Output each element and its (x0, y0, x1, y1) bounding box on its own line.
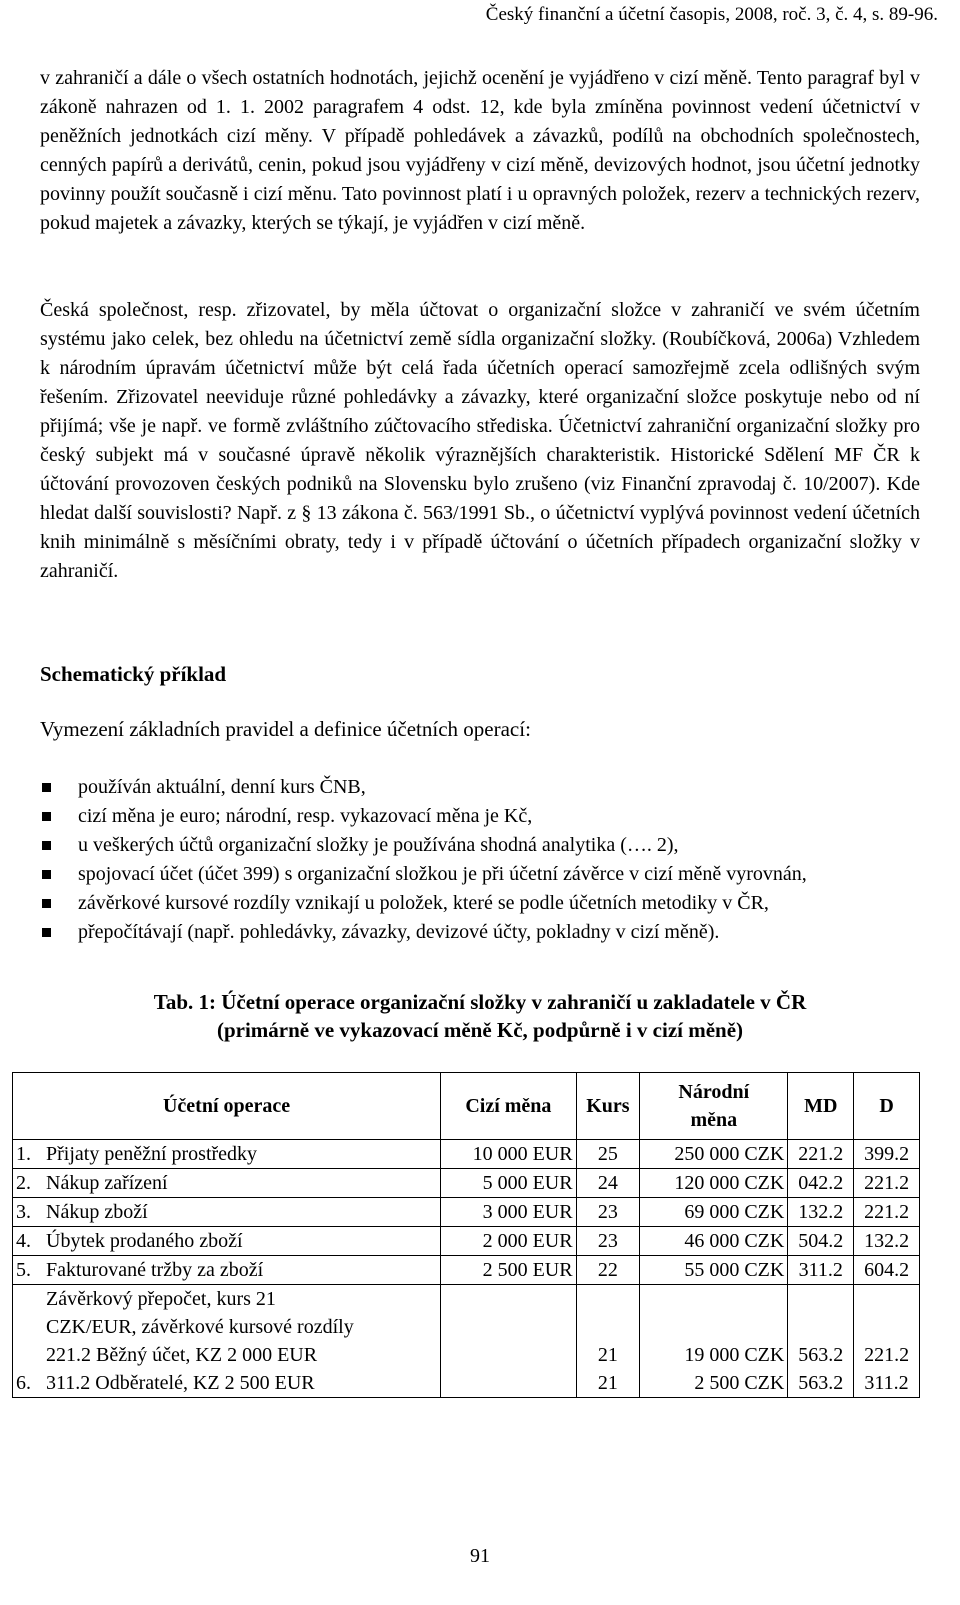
table-row: 5. Fakturované tržby za zboží 2 500 EUR 22 55 000 CZK 311.2 604.2 (13, 1256, 920, 1285)
table-row: 4. Úbytek prodaného zboží 2 000 EUR 23 46 000 CZK 504.2 132.2 (13, 1227, 920, 1256)
section-heading: Schematický příklad (40, 662, 227, 686)
header-foreign-currency: Cizí měna (441, 1073, 576, 1140)
list-item: závěrkové kursové rozdíly vznikají u položek, které se podle účetních metodiky v ČR, (40, 889, 920, 918)
intro-text: Vymezení základních pravidel a definice účetních operací: (40, 717, 531, 741)
header-md: MD (788, 1073, 854, 1140)
page-number: 91 (470, 1545, 490, 1567)
paragraph-1: v zahraničí a dále o všech ostatních hodnotách, jejichž ocenění je vyjádřeno v cizí měně. Tento paragraf byl v zákoně nahrazen od 1. 1. 2002 paragrafem 4 odst. 12, kde byla zmíněna povinnost vedení účetnictví v peněžních jednotkách cizí měny. V případě pohledávek a závazků, podílů na obchodních společnostech, cenných papírů a derivátů, cenin, pokud jsou vyjádřeny v cizí měně, devizových hodnot, jsou účetní jednotky povinny použít současně i cizí měnu. Tato povinnost platí i u opravných položek, rezerv a technických rezerv, pokud majetek a závazky, kterých se týkají, je vyjádřen v cizí měně. (40, 67, 920, 234)
list-item: spojovací účet (účet 399) s organizační složkou je při účetní závěrce v cizí měně vyrovnán, (40, 860, 920, 889)
square-bullet-icon (42, 812, 51, 821)
closing-revaluation-cell: Závěrkový přepočet, kurs 21 CZK/EUR, závěrkové kursové rozdíly 221.2 Běžný účet, KZ 2 000 EUR 311.2 Odběratelé, KZ 2 500 EUR (43, 1285, 441, 1398)
square-bullet-icon (42, 870, 51, 879)
table-caption-line-1: Tab. 1: Účetní operace organizační složky v zahraničí u zakladatele v ČR (153, 990, 807, 1014)
list-item: cizí měna je euro; národní, resp. vykazovací měna je Kč, (40, 802, 920, 831)
square-bullet-icon (42, 841, 51, 850)
list-item: používán aktuální, denní kurs ČNB, (40, 773, 920, 802)
list-item: přepočítávají (např. pohledávky, závazky, devizové účty, pokladny v cizí měně). (40, 918, 920, 947)
table-row: 1. Přijaty peněžní prostředky 10 000 EUR 25 250 000 CZK 221.2 399.2 (13, 1140, 920, 1169)
square-bullet-icon (42, 899, 51, 908)
header-national-currency: Národní měna (640, 1073, 788, 1140)
paragraph-2: Česká společnost, resp. zřizovatel, by měla účtovat o organizační složce v zahraničí ve svém účetním systému jako celek, bez ohledu na účetnictví země sídla organizační složky. (Roubíčková, 2006a) Vzhledem k národním úpravám účetnictví může být celá řada účetních operací samozřejmě zcela odlišných svým řešením. Zřizovatel neeviduje různé pohledávky a závazky, které organizační složce poskytuje nebo od ní přijímá; vše je např. ve formě zvláštního zúčtovacího střediska. Účetnictví zahraniční organizační složky pro český subjekt má v současné úpravě několik výraznějších charakteristik. Historické Sdělení MF ČR k účtování provozoven českých podniků na Slovensku bylo zrušeno (viz Finanční zpravodaj č. 10/2007). Kde hledat další souvislosti? Např. z § 13 zákona č. 563/1991 Sb., o účetnictví vyplývá povinnost vedení účetních knih minimálně s měsíčními obraty, tedy i v případě účtování o účetních případech organizační složky v zahraničí. (40, 299, 920, 582)
rules-list (40, 773, 920, 947)
table-row: 3. Nákup zboží 3 000 EUR 23 69 000 CZK 132.2 221.2 (13, 1198, 920, 1227)
table-header-row (13, 1073, 920, 1140)
table-caption-line-2: (primárně ve vykazovací měně Kč, podpůrně i v cizí měně) (216, 1018, 744, 1042)
operations-table (12, 1072, 920, 1398)
list-item: u veškerých účtů organizační složky je používána shodná analytika (…. 2), (40, 831, 920, 860)
header-rate: Kurs (576, 1073, 640, 1140)
square-bullet-icon (42, 783, 51, 792)
table-row: 6. Závěrkový přepočet, kurs 21 CZK/EUR, závěrkové kursové rozdíly 221.2 Běžný účet, KZ 2 000 EUR 311.2 Odběratelé, KZ 2 500 EUR 21 21 19 000 CZK 2 500 CZK 563.2 563.2 221.2 311.2 (13, 1285, 920, 1398)
square-bullet-icon (42, 928, 51, 937)
table-row: 2. Nákup zařízení 5 000 EUR 24 120 000 CZK 042.2 221.2 (13, 1169, 920, 1198)
journal-header: Český finanční a účetní časopis, 2008, roč. 3, č. 4, s. 89-96. (485, 4, 938, 25)
header-d: D (854, 1073, 920, 1140)
header-operation: Účetní operace (13, 1073, 441, 1140)
table-caption (40, 988, 920, 1044)
